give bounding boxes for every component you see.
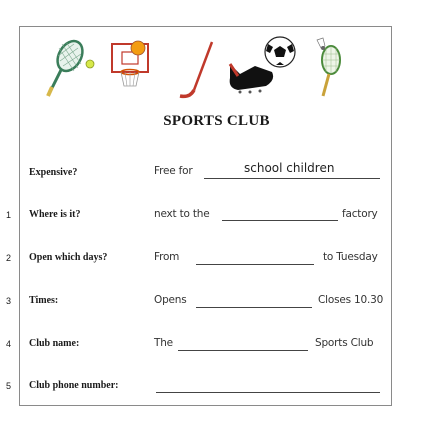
tennis-racket-icon [48, 37, 94, 96]
form-row-4 [0, 336, 433, 356]
prefix-text: Opens [154, 294, 187, 306]
answer-line[interactable] [196, 264, 314, 265]
form-row-5 [0, 378, 433, 398]
badminton-racket-icon [317, 38, 340, 96]
form-row-3 [0, 293, 433, 313]
row-number: 4 [6, 339, 12, 349]
prefix-text: The [154, 337, 173, 349]
form-row-1 [0, 207, 433, 227]
page-title: SPORTS CLUB [163, 113, 270, 129]
suffix-text: to Tuesday [323, 251, 378, 263]
prefix-text: From [154, 251, 180, 263]
question-label: Where is it? [29, 209, 81, 220]
row-number: 3 [6, 296, 12, 306]
prefix-text: next to the [154, 208, 210, 220]
football-icon [265, 37, 295, 67]
question-label: Club phone number: [29, 380, 119, 391]
answer-text: school children [244, 161, 335, 175]
answer-line[interactable] [196, 307, 312, 308]
question-label: Times: [29, 295, 59, 306]
suffix-text: Closes 10.30 [318, 294, 384, 306]
row-number: 5 [6, 381, 12, 391]
row-number: 1 [6, 210, 12, 220]
form-row-example [0, 161, 433, 184]
answer-line[interactable] [178, 350, 308, 351]
question-label: Open which days? [29, 252, 108, 263]
answer-line[interactable] [222, 220, 338, 221]
form-row-2 [0, 250, 433, 270]
answer-line [204, 178, 380, 179]
prefix-text: Free for [154, 165, 193, 177]
hockey-stick-icon [180, 42, 212, 96]
question-label: Expensive? [29, 167, 78, 178]
suffix-text: Sports Club [315, 337, 374, 349]
answer-line[interactable] [156, 392, 380, 393]
question-label: Club name: [29, 338, 80, 349]
sports-illustrations [40, 34, 380, 104]
football-boot-icon [230, 64, 273, 94]
basketball-hoop-icon [112, 41, 148, 86]
row-number: 2 [6, 253, 12, 263]
suffix-text: factory [342, 208, 378, 220]
